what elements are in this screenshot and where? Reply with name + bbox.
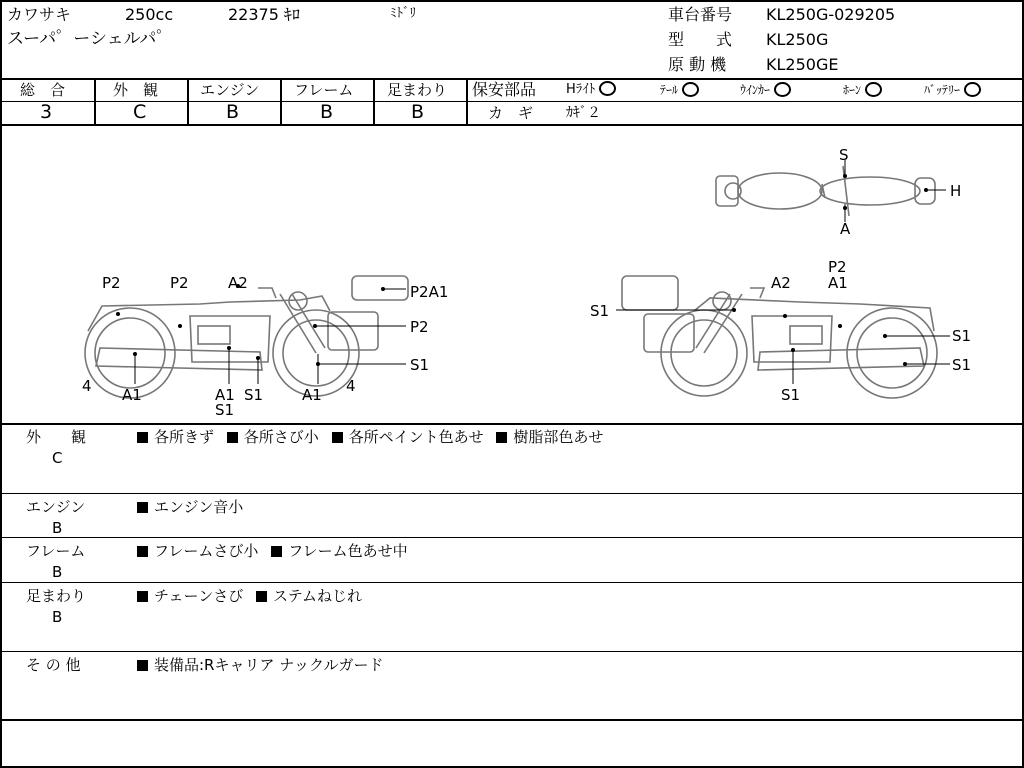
key-label: カ ギ: [488, 104, 534, 122]
diagram-label-right: A1: [828, 274, 848, 292]
note-category-engine: エンジン: [26, 498, 86, 516]
diagram-label-left: A2: [228, 274, 248, 292]
safety-item-headlight: [566, 81, 616, 99]
diagram-label-top-h: H: [950, 182, 962, 200]
safety-label: ﾎｰﾝ: [843, 83, 862, 97]
note-item: エンジン音小: [154, 498, 244, 516]
bullet-square-icon: [271, 546, 282, 557]
engine-code-label: 原 動 機: [668, 55, 727, 74]
safety-label: ｳｲﾝｶｰ: [740, 83, 771, 97]
model-code-label: 型 式: [668, 30, 733, 49]
bullet-square-icon: [256, 591, 267, 602]
engine-code: KL250GE: [766, 55, 839, 74]
note-divider: [0, 537, 1022, 538]
model-code: KL250G: [766, 30, 829, 49]
safety-item-winker: [740, 81, 791, 99]
diagram-label-left: A1: [122, 386, 142, 404]
diagram-label-top-a: A: [840, 220, 851, 238]
note-item: チェーンさび: [154, 587, 244, 605]
rating-label-suspension: 足まわり: [387, 81, 448, 99]
rating-value-exterior: C: [133, 101, 147, 123]
rating-value-overall: 3: [40, 101, 53, 123]
diagram-label-left: P2A1: [410, 283, 449, 301]
diagram-label-right: S1: [590, 302, 610, 320]
notes-bottom: [0, 719, 1022, 721]
rating-midline: [0, 101, 1022, 102]
note-items-exterior: [137, 428, 603, 446]
note-item: 各所ペイント色あせ: [348, 428, 484, 446]
color: ﾐﾄﾞﾘ: [390, 6, 416, 21]
diagram-label-right: S1: [781, 386, 801, 404]
note-item: フレームさび小: [154, 542, 259, 560]
diagram-bottom: [0, 423, 1022, 425]
note-divider: [0, 493, 1022, 494]
mileage: 22375 ｷﾛ: [228, 5, 300, 24]
note-item: 各所きず: [154, 428, 215, 446]
note-category-frame: フレーム: [26, 542, 86, 560]
note-items-frame: [137, 542, 408, 560]
rating-label-engine: エンジン: [200, 81, 260, 99]
note-item: ステムねじれ: [273, 587, 362, 605]
note-item: 装備品:Rキャリア ナックルガード: [154, 656, 384, 674]
rating-label-frame: フレーム: [294, 81, 354, 99]
note-items-other: [137, 656, 384, 674]
note-divider: [0, 582, 1022, 583]
bullet-square-icon: [137, 502, 148, 513]
left-side-motorcycle-icon: [85, 276, 408, 398]
diagram-label-left: S1: [215, 401, 235, 419]
note-grade-exterior: C: [52, 449, 63, 467]
note-category-suspension: 足まわり: [26, 587, 87, 605]
top-view-motorcycle-icon: [716, 166, 935, 216]
diagram-label-left: A1: [215, 386, 235, 404]
maker-name: カワサキ: [7, 5, 72, 24]
note-grade-suspension: B: [52, 608, 63, 626]
safety-label: ﾊﾞｯﾃﾘｰ: [924, 83, 961, 97]
bullet-square-icon: [137, 432, 148, 443]
frame-number: KL250G-029205: [766, 5, 896, 24]
diagram-label-left: P2: [410, 318, 429, 336]
safety-item-taillight: [660, 81, 699, 99]
bullet-square-icon: [137, 546, 148, 557]
bullet-square-icon: [332, 432, 343, 443]
diagram-label-left: P2: [102, 274, 121, 292]
note-divider: [0, 651, 1022, 652]
rating-label-exterior: 外 観: [113, 81, 159, 99]
damage-diagram: [0, 126, 1020, 422]
right-side-motorcycle-icon: [622, 276, 937, 398]
note-item: フレーム色あせ中: [288, 542, 408, 560]
rating-value-suspension: B: [411, 101, 425, 123]
bullet-square-icon: [227, 432, 238, 443]
safety-label: Hﾗｲﾄ: [566, 82, 596, 97]
diagram-label-top-s: S: [839, 146, 849, 164]
rating-label-overall: 総 合: [20, 81, 66, 99]
note-item: 樹脂部色あせ: [513, 428, 604, 446]
bullet-square-icon: [137, 660, 148, 671]
safety-title: 保安部品: [472, 80, 537, 99]
displacement: 250cc: [125, 5, 174, 24]
note-category-exterior: 外 観: [26, 428, 87, 446]
ok-circle-icon: [599, 81, 616, 96]
safety-label: ﾃｰﾙ: [660, 83, 679, 97]
diagram-label-left: S1: [244, 386, 264, 404]
note-item: 各所さび小: [243, 428, 319, 446]
diagram-label-left: A1: [302, 386, 322, 404]
frame-number-label: 車台番号: [668, 5, 733, 24]
key-value: ｶｷﾞ２: [566, 105, 601, 121]
diagram-label-right: P2: [828, 258, 847, 276]
diagram-label-right: A2: [771, 274, 791, 292]
rating-value-engine: B: [226, 101, 240, 123]
note-category-other: そ の 他: [26, 656, 81, 674]
diagram-label-left: 4: [346, 377, 356, 395]
diagram-label-left: S1: [410, 356, 430, 374]
note-items-engine: [137, 498, 243, 516]
ok-circle-icon: [964, 82, 981, 97]
safety-item-horn: [843, 81, 882, 99]
rating-value-frame: B: [320, 101, 334, 123]
safety-item-battery: [924, 81, 981, 99]
bullet-square-icon: [137, 591, 148, 602]
model-name: スーパ゜ーシェルパ゜: [7, 29, 174, 49]
diagram-label-left: P2: [170, 274, 189, 292]
diagram-label-left: 4: [82, 377, 92, 395]
ok-circle-icon: [865, 82, 882, 97]
ok-circle-icon: [774, 82, 791, 97]
bullet-square-icon: [496, 432, 507, 443]
ok-circle-icon: [682, 82, 699, 97]
note-grade-frame: B: [52, 563, 63, 581]
note-items-suspension: [137, 587, 362, 605]
diagram-label-right: S1: [952, 327, 972, 345]
diagram-label-right: S1: [952, 356, 972, 374]
note-grade-engine: B: [52, 519, 63, 537]
